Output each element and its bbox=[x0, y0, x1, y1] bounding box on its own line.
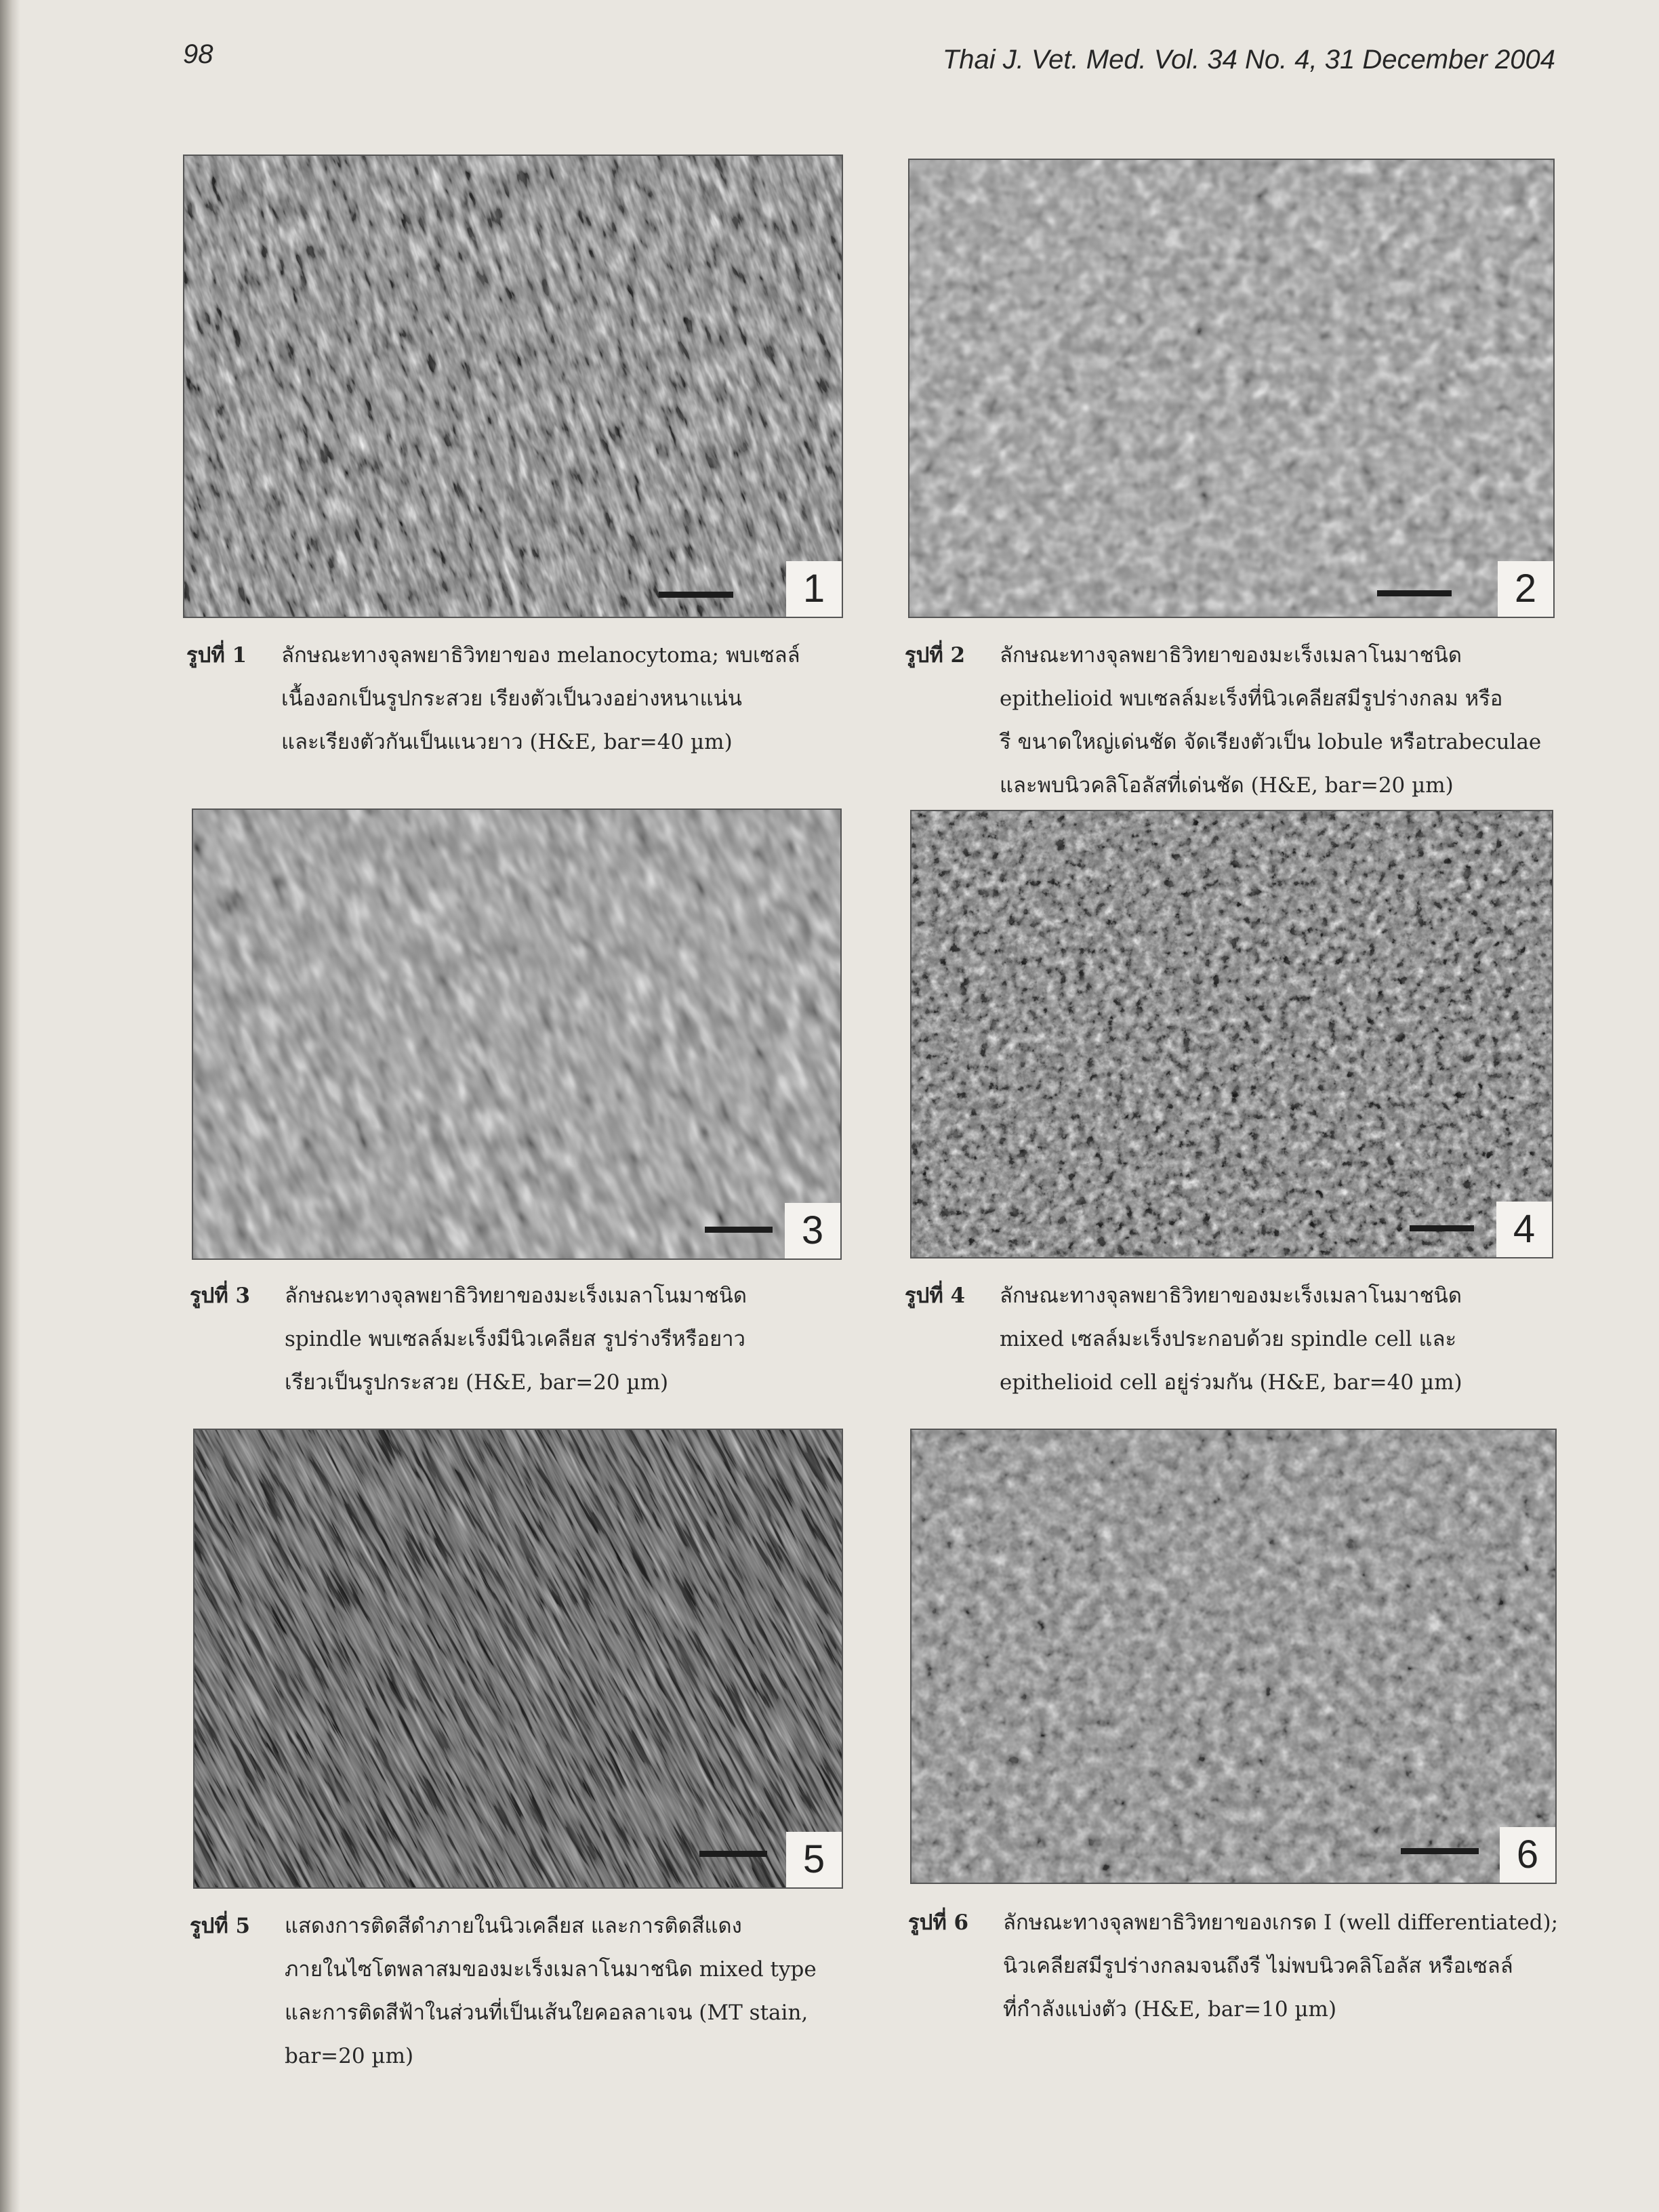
micrograph-image bbox=[912, 1430, 1555, 1883]
caption-line: เนื้องอกเป็นรูปกระสวย เรียงตัวเป็นวงอย่างหนาแน่น bbox=[281, 687, 742, 711]
scale-bar bbox=[1401, 1848, 1479, 1854]
micrograph-image bbox=[912, 811, 1552, 1257]
caption-line: mixed เซลล์มะเร็งประกอบด้วย spindle cell และ bbox=[1000, 1327, 1457, 1351]
caption-line: นิวเคลียสมีรูปร่างกลมจนถึงรี ไม่พบนิวคลิโอลัส หรือเซลล์ bbox=[1003, 1954, 1513, 1978]
figure-number: 4 bbox=[1496, 1202, 1552, 1257]
caption-line: และการติดสีฟ้าในส่วนที่เป็นเส้นใยคอลลาเจน (MT stain, bbox=[285, 2001, 808, 2025]
caption-line: ลักษณะทางจุลพยาธิวิทยาของเกรด I (well differentiated); bbox=[1003, 1910, 1559, 1935]
figure-1-micrograph bbox=[183, 155, 843, 618]
caption-line: ที่กำลังแบ่งตัว (H&E, bar=10 µm) bbox=[1003, 1997, 1337, 2022]
caption-line: แสดงการติดสีดำภายในนิวเคลียส และการติดสีแดง bbox=[285, 1914, 742, 1938]
figure-number: 2 bbox=[1498, 561, 1553, 617]
figure-2-micrograph bbox=[908, 159, 1555, 618]
caption-line: และเรียงตัวกันเป็นแนวยาว (H&E, bar=40 µm) bbox=[281, 730, 733, 754]
figure-number: 5 bbox=[786, 1832, 842, 1887]
micrograph-image bbox=[909, 160, 1553, 617]
page-binding-shadow bbox=[0, 0, 20, 2212]
scale-bar bbox=[705, 1227, 773, 1233]
figure-label: รูปที่ 6 bbox=[908, 1910, 969, 1935]
caption-line: ลักษณะทางจุลพยาธิวิทยาของ melanocytoma; พบเซลล์ bbox=[281, 643, 800, 668]
figure-label: รูปที่ 4 bbox=[905, 1284, 966, 1308]
scale-bar bbox=[1377, 590, 1452, 596]
micrograph-image bbox=[193, 810, 840, 1258]
figure-5-micrograph bbox=[193, 1429, 843, 1889]
scale-bar bbox=[659, 592, 733, 598]
caption-line: ลักษณะทางจุลพยาธิวิทยาของมะเร็งเมลาโนมาชนิด bbox=[285, 1284, 747, 1308]
scale-bar bbox=[699, 1851, 767, 1857]
figure-label: รูปที่ 2 bbox=[905, 643, 966, 668]
micrograph-image bbox=[184, 156, 842, 617]
figure-number: 1 bbox=[786, 561, 842, 617]
caption-line: epithelioid พบเซลล์มะเร็งที่นิวเคลียสมีรูปร่างกลม หรือ bbox=[1000, 687, 1503, 711]
figure-3-micrograph bbox=[192, 808, 842, 1260]
figure-label: รูปที่ 1 bbox=[186, 643, 247, 668]
caption-line: รี ขนาดใหญ่เด่นชัด จัดเรียงตัวเป็น lobule หรือtrabeculae bbox=[1000, 730, 1542, 754]
caption-line: spindle พบเซลล์มะเร็งมีนิวเคลียส รูปร่างรีหรือยาว bbox=[285, 1327, 745, 1351]
caption-line: ภายในไซโตพลาสมของมะเร็งเมลาโนมาชนิด mixed type bbox=[285, 1957, 817, 1982]
micrograph-image bbox=[194, 1430, 842, 1887]
figure-label: รูปที่ 5 bbox=[190, 1914, 251, 1938]
caption-line: ลักษณะทางจุลพยาธิวิทยาของมะเร็งเมลาโนมาชนิด bbox=[1000, 1284, 1462, 1308]
caption-line: และพบนิวคลิโอลัสที่เด่นชัด (H&E, bar=20 µm) bbox=[1000, 773, 1454, 798]
page-number: 98 bbox=[183, 39, 213, 69]
figure-number: 6 bbox=[1500, 1827, 1555, 1883]
caption-line: bar=20 µm) bbox=[285, 2044, 414, 2068]
journal-reference: Thai J. Vet. Med. Vol. 34 No. 4, 31 December 2004 bbox=[942, 45, 1555, 75]
caption-line: epithelioid cell อยู่ร่วมกัน (H&E, bar=40 µm) bbox=[1000, 1370, 1462, 1395]
figure-number: 3 bbox=[785, 1203, 840, 1258]
scale-bar bbox=[1410, 1225, 1474, 1231]
figure-4-micrograph bbox=[910, 810, 1553, 1258]
figure-6-micrograph bbox=[910, 1429, 1557, 1884]
caption-line: ลักษณะทางจุลพยาธิวิทยาของมะเร็งเมลาโนมาชนิด bbox=[1000, 643, 1462, 668]
running-header bbox=[183, 39, 1555, 87]
figure-label: รูปที่ 3 bbox=[190, 1284, 251, 1308]
caption-line: เรียวเป็นรูปกระสวย (H&E, bar=20 µm) bbox=[285, 1370, 669, 1395]
